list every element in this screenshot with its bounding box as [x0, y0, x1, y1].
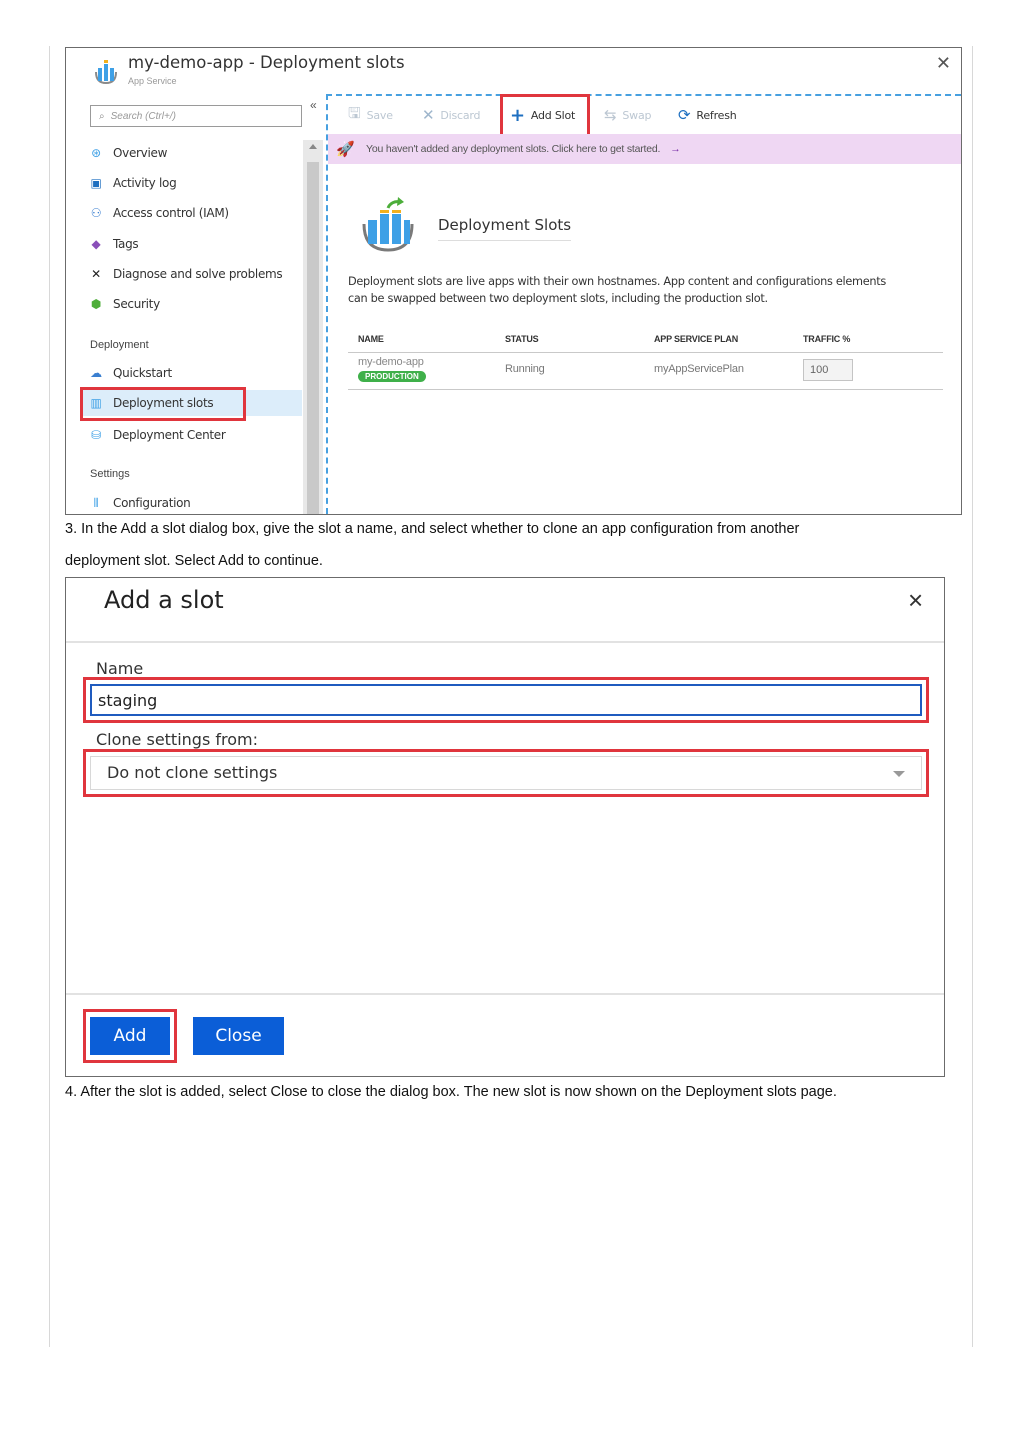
iam-icon: ⚇	[90, 206, 102, 220]
sidebar-item-label: Overview	[113, 146, 168, 160]
scrollbar-thumb[interactable]	[307, 162, 319, 514]
page-left-rule	[49, 46, 50, 1347]
add-slot-button[interactable]	[510, 104, 575, 126]
deployment-slots-screenshot	[65, 47, 962, 515]
sidebar-item-label: Quickstart	[113, 366, 172, 380]
blade-title: my-demo-app - Deployment slots	[128, 53, 405, 72]
page-right-rule	[972, 46, 973, 1347]
collapse-sidebar-button[interactable]: «	[310, 98, 317, 112]
slot-status: Running	[505, 363, 545, 375]
close-button[interactable]: Close	[193, 1017, 284, 1055]
refresh-button[interactable]	[678, 104, 737, 126]
sidebar-item-deployment-slots[interactable]	[80, 390, 302, 416]
search-input[interactable]	[90, 105, 302, 127]
tag-icon: ◆	[91, 237, 101, 251]
add-slot-label: Add Slot	[530, 108, 576, 122]
close-icon[interactable]: ×	[908, 585, 924, 615]
sidebar	[66, 94, 324, 514]
shield-icon: ⬢	[90, 297, 102, 311]
traffic-input[interactable]: 100	[803, 359, 853, 381]
save-icon: 🖫	[348, 103, 361, 122]
sidebar-item-tags[interactable]	[80, 231, 302, 257]
command-bar	[328, 96, 961, 134]
save-button[interactable]	[348, 104, 393, 126]
sidebar-item-security[interactable]	[80, 291, 302, 317]
sidebar-item-label: Deployment Center	[113, 428, 226, 442]
search-icon: ⌕	[99, 111, 105, 122]
plus-icon: +	[510, 104, 525, 126]
app-service-icon	[93, 58, 119, 84]
dialog-header-divider	[66, 641, 944, 643]
sidebar-item-overview[interactable]	[80, 140, 302, 166]
nav-group-deployment: Deployment	[90, 339, 149, 351]
column-header-plan: APP SERVICE PLAN	[654, 334, 738, 344]
add-button[interactable]: Add	[90, 1017, 170, 1055]
slot-name[interactable]: my-demo-app	[358, 356, 424, 368]
refresh-label: Refresh	[696, 108, 737, 122]
discard-button[interactable]	[422, 104, 480, 126]
deployment-slots-icon: ▥	[90, 396, 102, 410]
slot-name-input[interactable]	[90, 684, 922, 716]
sidebar-item-configuration[interactable]	[80, 490, 302, 515]
swap-icon: ⇆	[604, 106, 617, 124]
name-label: Name	[96, 659, 144, 678]
deployment-slots-description: Deployment slots are live apps with their own hostnames. App content and configurations elements can be swapped between two deployment slots, including the production slot.	[348, 275, 886, 305]
quickstart-icon: ☁	[90, 366, 102, 380]
clone-settings-value: Do not clone settings	[107, 763, 278, 782]
discard-label: Discard	[440, 108, 481, 122]
step-3-caption-line-1: 3. In the Add a slot dialog box, give the slot a name, and select whether to clone an app configuration from another	[65, 521, 800, 537]
notification-text: You haven't added any deployment slots. Click here to get started.	[366, 143, 661, 155]
sidebar-item-access-control[interactable]	[80, 200, 302, 226]
scroll-up-icon[interactable]	[309, 144, 317, 149]
sidebar-scrollbar[interactable]	[303, 140, 323, 514]
save-label: Save	[366, 108, 393, 122]
column-header-name: NAME	[358, 334, 384, 344]
sidebar-item-label: Diagnose and solve problems	[113, 267, 283, 281]
deployment-slots-heading: Deployment Slots	[438, 216, 571, 241]
blade-header	[66, 48, 961, 94]
overview-icon: ⊛	[91, 146, 101, 160]
notification-bar[interactable]	[328, 134, 961, 164]
dialog-footer-divider	[66, 993, 944, 995]
close-icon[interactable]: ✕	[935, 53, 951, 73]
swap-label: Swap	[622, 108, 652, 122]
blade-subtitle: App Service	[128, 76, 177, 86]
add-slot-dialog	[65, 577, 945, 1077]
deployment-slots-hero-icon	[358, 194, 418, 252]
sidebar-item-label: Configuration	[113, 496, 191, 510]
sidebar-item-label: Activity log	[113, 176, 177, 190]
sidebar-item-deployment-center[interactable]	[80, 422, 302, 448]
sidebar-item-quickstart[interactable]	[80, 360, 302, 386]
clone-settings-select[interactable]	[90, 756, 922, 790]
sidebar-item-label: Access control (IAM)	[113, 206, 229, 220]
configuration-icon: ⦀	[93, 496, 99, 510]
step-4-caption: 4. After the slot is added, select Close to close the dialog box. The new slot is now shown on the Deployment slots page.	[65, 1084, 837, 1100]
main-pane	[326, 94, 961, 514]
nav-group-settings: Settings	[90, 468, 130, 480]
rocket-icon: 🚀	[336, 141, 355, 158]
sidebar-item-label: Security	[113, 297, 160, 311]
column-header-status: STATUS	[505, 334, 539, 344]
column-header-traffic: TRAFFIC %	[803, 334, 851, 344]
clone-settings-label: Clone settings from:	[96, 730, 258, 749]
activity-log-icon: ▣	[90, 176, 102, 190]
deployment-center-icon: ⛁	[91, 428, 101, 442]
dialog-title: Add a slot	[104, 586, 224, 614]
sidebar-item-label: Deployment slots	[113, 396, 214, 410]
sidebar-item-diagnose[interactable]	[80, 261, 302, 287]
sidebar-item-label: Tags	[113, 237, 139, 251]
arrow-right-icon: →	[670, 143, 681, 155]
slot-plan: myAppServicePlan	[654, 363, 744, 375]
discard-icon: ✕	[422, 106, 435, 124]
refresh-icon: ⟳	[678, 106, 691, 124]
sidebar-item-activity-log[interactable]	[80, 170, 302, 196]
search-placeholder: Search (Ctrl+/)	[110, 111, 176, 122]
table-header-divider	[348, 352, 943, 353]
step-3-caption-line-2: deployment slot. Select Add to continue.	[65, 553, 323, 569]
swap-button[interactable]	[604, 104, 651, 126]
chevron-down-icon	[893, 771, 905, 777]
wrench-icon: ✕	[91, 267, 101, 281]
table-row-divider	[348, 389, 943, 390]
production-badge: PRODUCTION	[358, 371, 426, 382]
